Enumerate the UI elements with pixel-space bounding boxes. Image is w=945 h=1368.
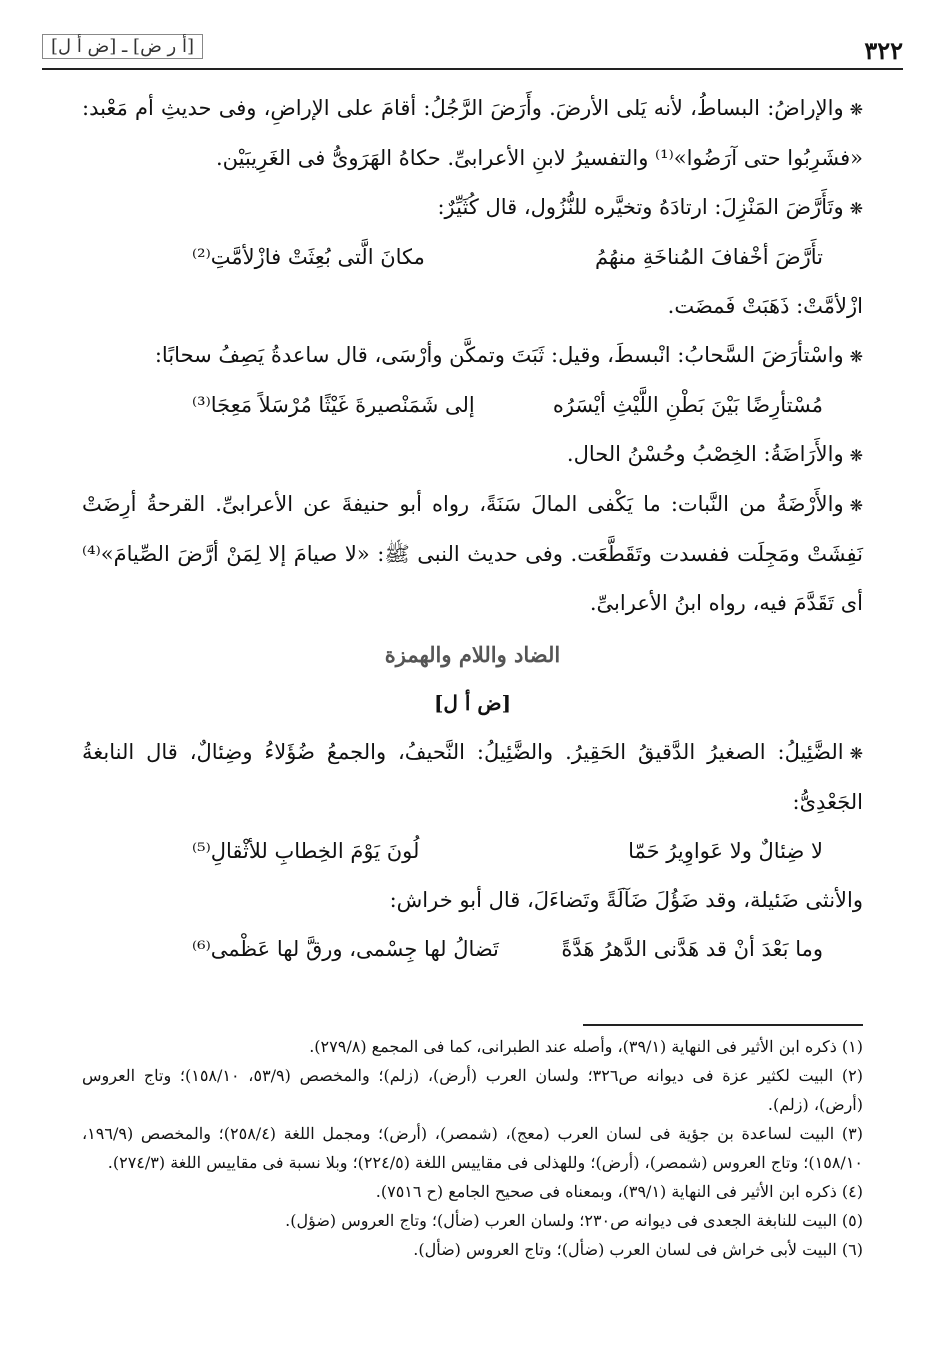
entry-paragraph: ❋الضَّئِيلُ: الصغيرُ الدَّقيقُ الحَقِيرُ. والضَّئِيلُ: النَّحيفُ، والجمعُ ضُؤَلاءُ وضِئالٌ، قال النابغةُ الجَعْدِىُّ: [82,740,863,814]
verse-first-hemistich: وما بَعْدَ أنْ قد هَدَّنى الدَّهرُ هَدَّةً [561,937,823,961]
verse-line [82,233,863,282]
entry-paragraph: ❋والأَرْضَةُ من النَّبات: ما يَكْفى المالَ سَنَةً، رواه أبو حنيفةَ عن الأعرابىِّ. القرحةُ أرِضَتْ نَفِشَتْ ومَجِلَت ففسدت وتَقَطَّعَت. وفى حديث النبى ﷺ: «لا صيامَ إلا لِمَنْ أرَّضَ الصِّيامَ»⁽⁴⁾ أى تَقَدَّمَ فيه، رواه ابنُ الأعرابىِّ. [82,492,863,615]
page-number: ٣٢٢ [864,36,903,65]
entry-paragraph: ازْلأمَّتْ: ذَهَبَتْ فَمضَت. [667,294,863,318]
star-icon: ❋ [849,446,863,465]
root-heading: [ض أ ل] [433,691,512,715]
verse-line [82,381,863,430]
verse-second-hemistich: إلى شَمَنْصيرةَ غَيْثًا مُرْسَلاً مَعِجَا⁽³⁾ [192,393,475,417]
entry-paragraph: ❋والإراضُ: البساطُ، لأنه يَلى الأرضَ. وأَرَضَ الرَّجُلُ: أقامَ على الإراضِ، وفى حديثِ أم مَعْبد: «فشَرِبُوا حتى آرَضُوا»⁽¹⁾ والتفسيرُ لابنِ الأعرابىِّ. حكاهُ الهَرَوىُّ فى الغَرِيبَيْن. [82,96,863,170]
star-icon: ❋ [849,347,863,366]
footnote: (٥) البيت للنابغة الجعدى فى ديوانه ص٢٣٠؛ ولسان العرب (ضأل)؛ وتاج العروس (ضؤل). [285,1211,863,1230]
footnote: (٤) ذكره ابن الأثير فى النهاية (٣٩/١)، وبمعناه فى صحيح الجامع (ح ٧٥١٦). [375,1182,863,1201]
entry-paragraph: ❋والأَرَاضَةُ: الخِصْبُ وحُسْنُ الحال. [566,442,863,466]
entry-paragraph: ❋وتَأَرَّضَ المَنْزِلَ: ارتادَهُ وتخيَّره للنُّزُول، قال كُثَيِّرٌ: [437,195,863,219]
section-title: الضاد واللام والهمزة [384,642,561,667]
star-icon: ❋ [849,496,863,515]
verse-line [82,827,863,876]
footnote: (٣) البيت لساعدة بن جؤية فى لسان العرب (معج)، (شمصر)، (أرض)؛ ومجمل اللغة (٢٥٨/٤)؛ والمخصص (١٩٦/٩، ١٥٨/١٠)؛ وتاج العروس (شمصر)، (أرض)؛ وللهذلى فى مقاييس اللغة (٢٢٤/٥)؛ وبلا نسبة فى مقاييس اللغة (٢٧٤/٣). [82,1124,864,1172]
entry-paragraph: ❋واسْتأرَضَ السَّحابُ: انْبسطَ، وقيل: ثَبَتَ وتمكَّن وأرْسَى، قال ساعدةُ يَصِفُ سحابًا: [154,343,863,367]
verse-second-hemistich: لُونَ يَوْمَ الخِطابِ للأثْقالِ⁽⁵⁾ [192,839,420,863]
verse-first-hemistich: مُسْتأرِضًا بَيْنَ بَطْنِ اللَّيْثِ أيْسَرُه [552,393,823,417]
header-rule [42,68,903,70]
footnote: (١) ذكره ابن الأثير فى النهاية (٣٩/١)، وأصله عند الطبرانى، كما فى المجمع (٢٧٩/٨). [309,1037,863,1056]
star-icon: ❋ [849,744,863,763]
main-text [82,84,863,974]
verse-first-hemistich: لا ضِئالٌ ولا عَواوِيرُ حَمّا [628,839,823,863]
verse-second-hemistich: مكانَ الَّتى بُعِثَتْ فازْلأمَّتِ⁽²⁾ [192,245,425,269]
star-icon: ❋ [849,100,863,119]
verse-second-hemistich: تَضالُ لها جِسْمى، ورقَّ لها عَظْمى⁽⁶⁾ [192,937,499,961]
verse-line [82,925,863,974]
footnote: (٢) البيت لكثير عزة فى ديوانه ص٣٢٦؛ ولسان العرب (أرض)، (زلم)؛ والمخصص (٥٣/٩، ١٥٨/١٠)؛ وتاج العروس (أرض)، (زلم). [82,1066,864,1114]
footnote: (٦) البيت لأبى خراش فى لسان العرب (ضأل)؛ وتاج العروس (ضأل). [413,1240,863,1259]
running-head: [أ ر ض] ـ [ض أ ل] [42,34,203,59]
verse-first-hemistich: تأَرَّضَ أخْفافَ المُناخَةِ منهُمُ [595,245,823,269]
footnote-rule [583,1024,863,1026]
footnotes [82,1032,863,1264]
star-icon: ❋ [849,199,863,218]
entry-paragraph: والأنثى ضَئيلة، وقد ضَؤُلَ ضَآلَةً وتَضاءَلَ، قال أبو خراش: [389,888,863,912]
page-header [42,30,903,66]
